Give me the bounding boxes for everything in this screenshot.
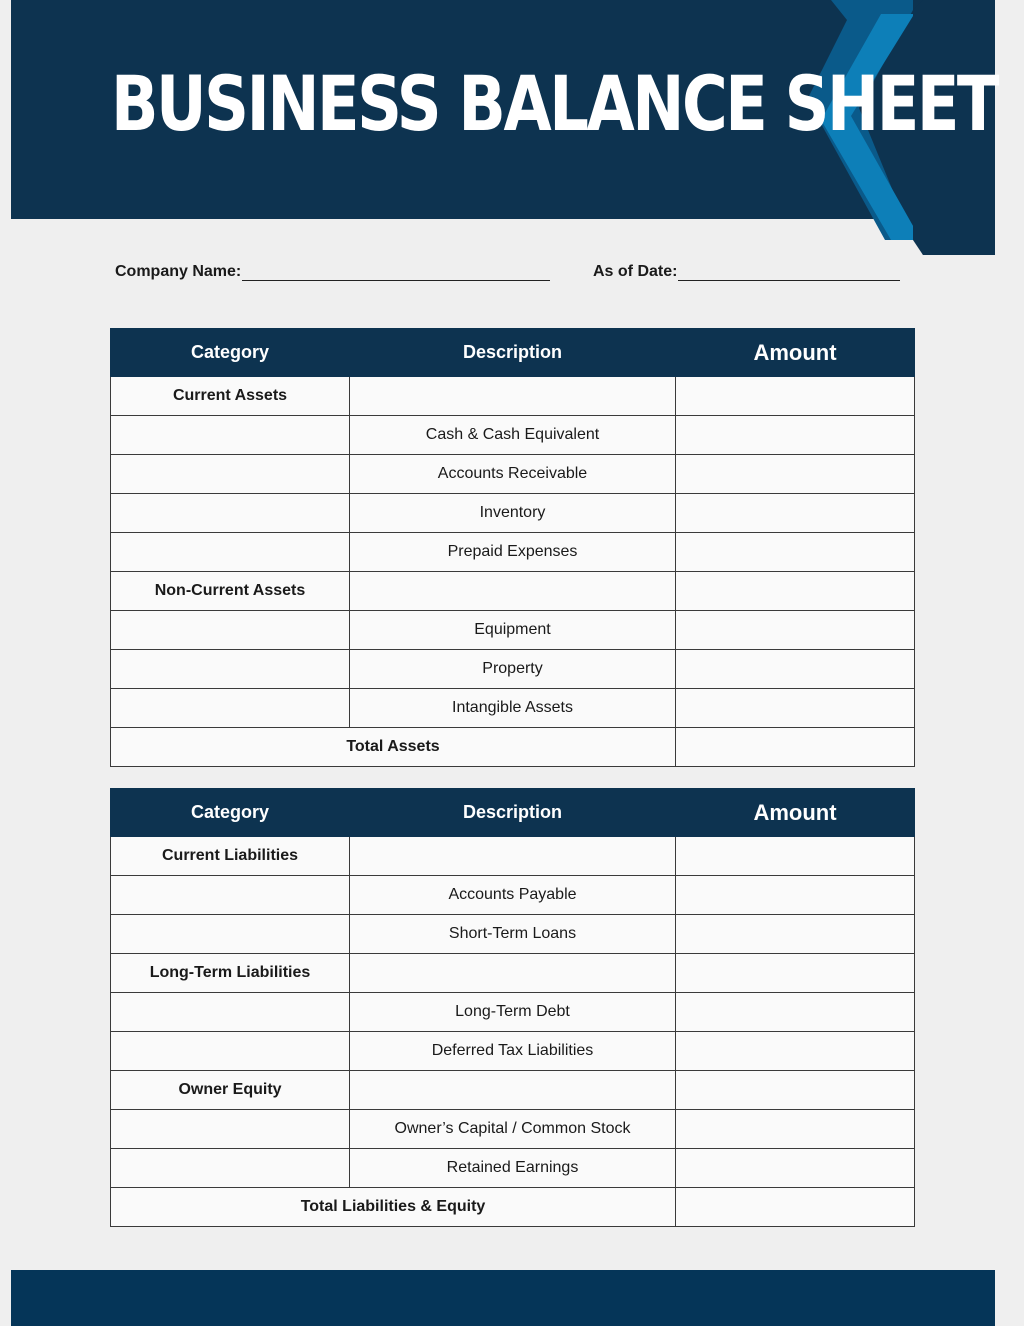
- category-cell: Owner Equity: [111, 1071, 350, 1110]
- category-cell: [111, 689, 350, 728]
- description-cell: Property: [350, 650, 676, 689]
- amount-cell[interactable]: [676, 837, 915, 876]
- amount-cell[interactable]: [676, 494, 915, 533]
- category-cell: [111, 993, 350, 1032]
- amount-cell[interactable]: [676, 689, 915, 728]
- as-of-date-field[interactable]: [593, 262, 900, 281]
- table-row: [111, 689, 915, 728]
- category-cell: [111, 876, 350, 915]
- table-row: [111, 533, 915, 572]
- amount-cell[interactable]: [676, 650, 915, 689]
- table-row: [111, 837, 915, 876]
- category-cell: Current Liabilities: [111, 837, 350, 876]
- category-cell: [111, 1110, 350, 1149]
- table-row: [111, 915, 915, 954]
- table-row: [111, 1149, 915, 1188]
- amount-cell[interactable]: [676, 1071, 915, 1110]
- category-header: Category: [111, 789, 350, 837]
- description-cell: Intangible Assets: [350, 689, 676, 728]
- category-header: Category: [111, 329, 350, 377]
- description-cell: Deferred Tax Liabilities: [350, 1032, 676, 1071]
- table-row: [111, 416, 915, 455]
- footer-bar: [11, 1270, 995, 1326]
- description-cell: Prepaid Expenses: [350, 533, 676, 572]
- description-cell: Retained Earnings: [350, 1149, 676, 1188]
- category-cell: Long-Term Liabilities: [111, 954, 350, 993]
- description-cell: Long-Term Debt: [350, 993, 676, 1032]
- category-cell: [111, 533, 350, 572]
- category-cell: [111, 611, 350, 650]
- description-cell: Inventory: [350, 494, 676, 533]
- category-cell: [111, 416, 350, 455]
- amount-header: Amount: [676, 789, 915, 837]
- amount-cell[interactable]: [676, 1110, 915, 1149]
- table-row: [111, 1071, 915, 1110]
- category-cell: Non-Current Assets: [111, 572, 350, 611]
- table-row: [111, 377, 915, 416]
- company-name-field[interactable]: [115, 262, 550, 281]
- description-cell: Cash & Cash Equivalent: [350, 416, 676, 455]
- total-label: Total Liabilities & Equity: [111, 1188, 676, 1227]
- table-row: [111, 494, 915, 533]
- description-cell: [350, 954, 676, 993]
- description-cell: [350, 837, 676, 876]
- total-row: [111, 728, 915, 767]
- category-cell: [111, 494, 350, 533]
- total-amount-cell[interactable]: [676, 1188, 915, 1227]
- total-label: Total Assets: [111, 728, 676, 767]
- table-row: [111, 650, 915, 689]
- page-title: BUSINESS BALANCE SHEET: [111, 59, 997, 148]
- table-row: [111, 993, 915, 1032]
- amount-cell[interactable]: [676, 954, 915, 993]
- company-name-line[interactable]: [242, 262, 550, 281]
- table-row: [111, 876, 915, 915]
- amount-cell[interactable]: [676, 533, 915, 572]
- amount-cell[interactable]: [676, 416, 915, 455]
- table-row: [111, 954, 915, 993]
- description-cell: Equipment: [350, 611, 676, 650]
- assets-header-row: [111, 329, 915, 377]
- liabilities-header-row: [111, 789, 915, 837]
- amount-cell[interactable]: [676, 455, 915, 494]
- description-cell: Owner’s Capital / Common Stock: [350, 1110, 676, 1149]
- header-banner: [11, 0, 995, 255]
- as-of-date-line[interactable]: [678, 262, 900, 281]
- meta-fields: [115, 262, 915, 284]
- category-cell: Current Assets: [111, 377, 350, 416]
- amount-cell[interactable]: [676, 993, 915, 1032]
- amount-cell[interactable]: [676, 611, 915, 650]
- amount-cell[interactable]: [676, 572, 915, 611]
- amount-header: Amount: [676, 329, 915, 377]
- category-cell: [111, 1032, 350, 1071]
- description-header: Description: [350, 789, 676, 837]
- table-row: [111, 611, 915, 650]
- total-row: [111, 1188, 915, 1227]
- description-header: Description: [350, 329, 676, 377]
- as-of-date-label: As of Date:: [593, 263, 678, 280]
- description-cell: [350, 1071, 676, 1110]
- category-cell: [111, 1149, 350, 1188]
- description-cell: Short-Term Loans: [350, 915, 676, 954]
- category-cell: [111, 650, 350, 689]
- description-cell: [350, 377, 676, 416]
- table-row: [111, 1032, 915, 1071]
- description-cell: Accounts Receivable: [350, 455, 676, 494]
- amount-cell[interactable]: [676, 876, 915, 915]
- company-name-label: Company Name:: [115, 263, 242, 280]
- table-row: [111, 1110, 915, 1149]
- category-cell: [111, 915, 350, 954]
- amount-cell[interactable]: [676, 1032, 915, 1071]
- description-cell: [350, 572, 676, 611]
- assets-table: [110, 328, 915, 767]
- table-row: [111, 455, 915, 494]
- total-amount-cell[interactable]: [676, 728, 915, 767]
- category-cell: [111, 455, 350, 494]
- amount-cell[interactable]: [676, 915, 915, 954]
- description-cell: Accounts Payable: [350, 876, 676, 915]
- table-row: [111, 572, 915, 611]
- amount-cell[interactable]: [676, 1149, 915, 1188]
- liabilities-table: [110, 788, 915, 1227]
- amount-cell[interactable]: [676, 377, 915, 416]
